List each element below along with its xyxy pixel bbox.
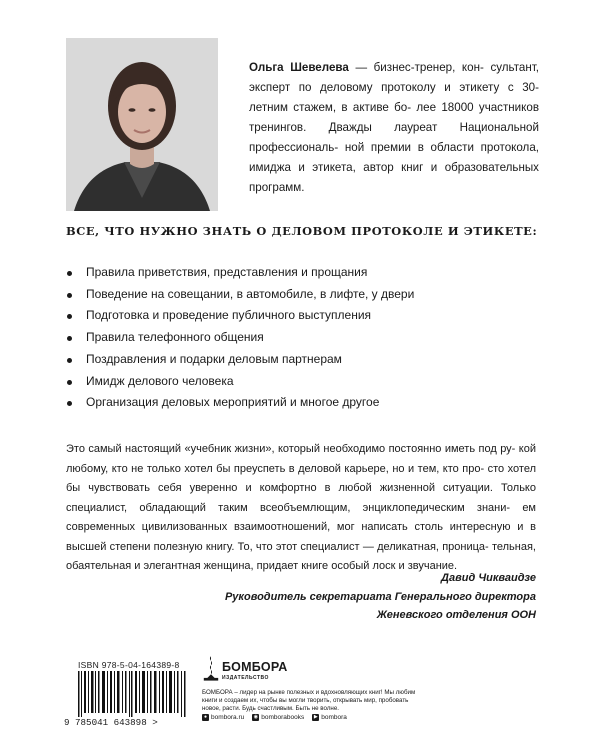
review-line: ем современных цивилизованных взаимоотношений, мог написать столь интересную	[66, 501, 536, 533]
review-line: и в высшей степени полезную книгу. То, что этот специалист — деликатная, проница-	[66, 521, 536, 553]
bullet-icon	[67, 358, 72, 363]
bio-line: ной премии в области протокола, имиджа	[249, 141, 539, 174]
bio-line: и этикета, автор книг и образовательных	[298, 161, 539, 174]
list-item-label: Имидж делового человека	[86, 373, 234, 388]
isbn-label: ISBN 978-5-04-164389-8	[78, 660, 180, 670]
author-bio	[249, 58, 539, 198]
publisher-name: БОМБОРА	[222, 660, 288, 674]
review-line: сто хотел бы чувствовать себя уверенно и комфортно в любой жизненной ситуации.	[66, 462, 536, 494]
website-link[interactable]: ● bombora.ru	[203, 714, 245, 721]
reviewer-name: Давид Чикваидзе	[441, 572, 536, 584]
review-line: Только специалист, обладающий таким всеобъемлющим, энциклопедическим знани-	[66, 482, 536, 514]
bio-line: программ.	[249, 181, 305, 194]
list-item-label: Правила телефонного общения	[86, 330, 264, 345]
list-item	[66, 305, 536, 327]
review-paragraph	[66, 440, 536, 577]
list-item-label: Правила приветствия, представления и прощания	[86, 265, 368, 279]
bio-line: и этикету с 30-летним стажем, в активе бо-	[249, 81, 539, 114]
publisher-info: БОМБОРА – лидер на рынке полезных и вдохновляющих книг! Мы любим книги и создаем их, чтобы вы могли творить, открывать мир, пробовать новое, расти. Будь счастливым. Быть не волне.	[202, 689, 416, 712]
bio-line: — бизнес-тренер, кон-	[355, 61, 484, 74]
social-link[interactable]: ▶ bombora	[313, 714, 347, 721]
list-item	[66, 371, 536, 393]
list-item-label: Подготовка и проведение публичного выступления	[86, 308, 372, 323]
barcode-digits: 9 785041 643898 >	[64, 717, 158, 728]
list-item	[66, 327, 536, 349]
list-item	[66, 349, 536, 371]
bullet-icon	[67, 314, 72, 319]
publisher-links	[202, 714, 347, 721]
bullet-icon	[67, 380, 72, 385]
list-item-label: Поведение на совещании, в автомобиле, в лифте, у двери	[86, 286, 415, 301]
bullet-icon	[67, 271, 72, 276]
bullet-icon	[67, 336, 72, 341]
globe-icon: ●	[203, 714, 208, 720]
publisher-subtitle: ИЗДАТЕЛЬСТВО	[222, 675, 269, 681]
section-heading: ВСЕ, ЧТО НУЖНО ЗНАТЬ О ДЕЛОВОМ ПРОТОКОЛЕ И ЭТИКЕТЕ:	[66, 224, 538, 238]
author-name: Ольга Шевелева	[249, 61, 349, 74]
bio-line: сультант, эксперт по деловому протоколу	[249, 61, 539, 94]
reviewer-title: Женевского отделения ООН	[376, 609, 536, 621]
author-photo	[66, 38, 218, 211]
bio-line: лее 18000 участников тренингов. Дважды	[249, 101, 539, 134]
review-signature	[200, 569, 536, 625]
barcode-icon	[78, 671, 186, 717]
social-icon: ◉	[253, 714, 258, 720]
bullet-icon	[67, 293, 72, 298]
bullet-icon	[67, 401, 72, 406]
review-line: Это самый настоящий «учебник жизни», который необходимо постоянно иметь под ру-	[66, 443, 516, 455]
bio-line: лауреат Национальной профессиональ-	[249, 121, 539, 154]
social-link[interactable]: ◉ bomborabooks	[253, 714, 305, 721]
review-line: тельная, обаятельная и элегантная женщина, придает книге особый лоск и звучание.	[66, 540, 536, 572]
list-item-label: Поздравления и подарки деловым партнерам	[86, 351, 342, 366]
review-line: кой любому, кто не только хотел бы преуспеть в деловой карьере, но и тем, кто про-	[66, 443, 536, 475]
list-item	[66, 392, 536, 414]
reviewer-title: Руководитель секретариата Генерального директора	[224, 590, 536, 603]
list-item	[66, 262, 536, 284]
bombora-logo-icon	[202, 654, 220, 682]
topics-list	[66, 262, 536, 414]
list-item	[66, 284, 536, 306]
social-icon: ▶	[313, 714, 318, 720]
list-item-label: Организация деловых мероприятий и многое другое	[86, 395, 380, 410]
